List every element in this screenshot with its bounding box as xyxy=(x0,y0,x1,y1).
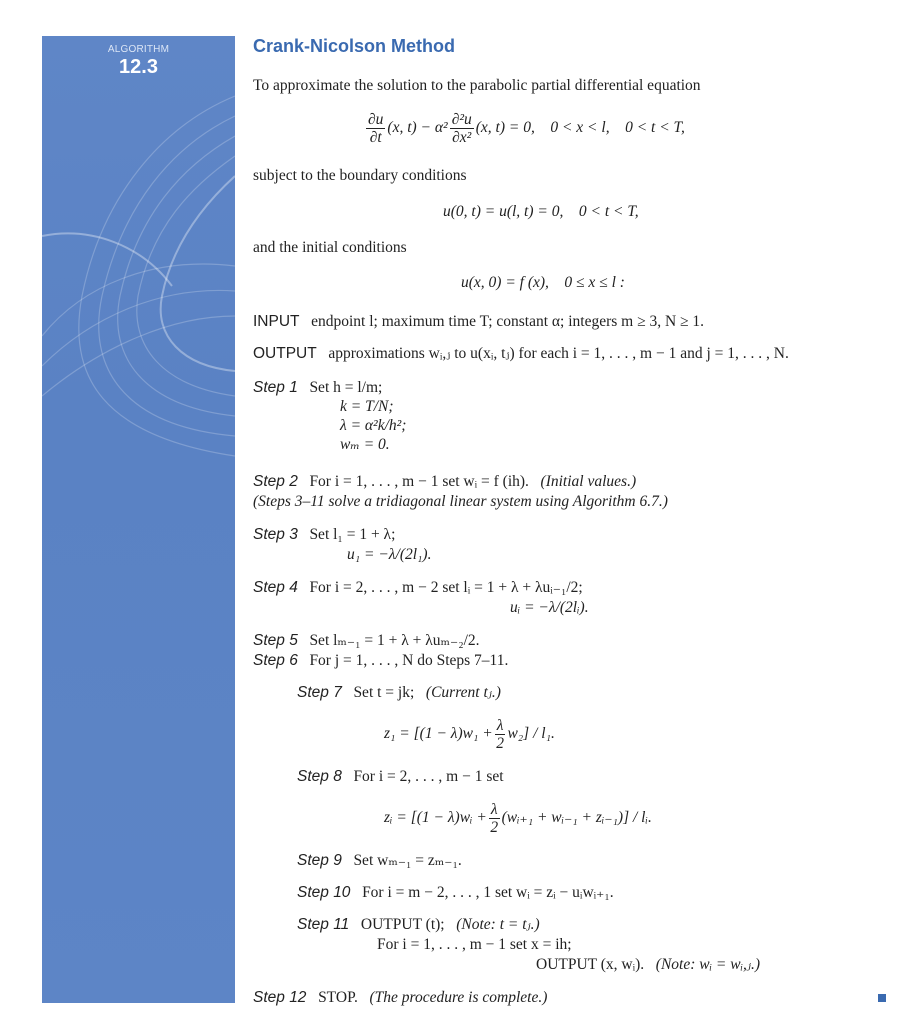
step-10: Step 10 For i = m − 2, . . . , 1 set wᵢ = zᵢ − uᵢwᵢ₊₁. xyxy=(297,884,614,901)
boundary-conditions-eq: u(0, t) = u(l, t) = 0, 0 < t < T, xyxy=(443,203,639,220)
step-5: Step 5 Set lₘ₋₁ = 1 + λ + λuₘ₋₂/2. xyxy=(253,632,480,649)
pde-equation: $\frac{\partial u}{\partial t}$ (x, t) − α² $\frac{\text{∂²u}}{\text{∂x²}}$ (x, t) = 0, 0 < x < l, 0 < t < T, xyxy=(368,110,685,146)
initial-conditions-eq: u(x, 0) = f (x), 0 ≤ x ≤ l : xyxy=(461,274,625,291)
step-7-equation: z₁ = [(1 − λ)w₁ + $\frac{\lambda}{2}$ w₂] / l₁. xyxy=(384,716,555,752)
algorithm-title: Crank-Nicolson Method xyxy=(253,36,456,56)
boundary-conditions-text: subject to the boundary conditions xyxy=(253,167,467,184)
input-line: INPUT endpoint l; maximum time T; constant α; integers m ≥ 3, N ≥ 1. xyxy=(253,313,705,330)
step-8: Step 8 For i = 2, . . . , m − 1 set xyxy=(297,768,504,785)
step-11-line-2: For i = 1, . . . , m − 1 set x = ih; xyxy=(377,936,572,953)
intro-text: To approximate the solution to the parabolic partial differential equation xyxy=(253,77,701,94)
step-2-note: (Steps 3–11 solve a tridiagonal linear system using Algorithm 6.7.) xyxy=(253,493,668,510)
end-of-algorithm-marker xyxy=(878,994,886,1002)
algorithm-number: 12.3 xyxy=(119,56,158,78)
algorithm-sidebar xyxy=(42,36,235,1003)
step-7: Step 7 Set t = jk; (Current tⱼ.) xyxy=(297,684,501,701)
step-4-line-2: uᵢ = −λ/(2lᵢ). xyxy=(510,599,589,616)
step-4: Step 4 For i = 2, . . . , m − 2 set lᵢ = 1 + λ + λuᵢ₋₁/2; xyxy=(253,579,583,596)
step-1-line-2: k = T/N; xyxy=(340,398,394,415)
decorative-swirl-graphic xyxy=(42,36,235,1003)
step-2: Step 2 For i = 1, . . . , m − 1 set wᵢ = f (ih). (Initial values.) xyxy=(253,473,637,490)
step-1-line-4: wₘ = 0. xyxy=(340,436,390,453)
step-3-line-2: u₁ = −λ/(2l₁). xyxy=(347,546,432,563)
algorithm-label: ALGORITHM xyxy=(107,44,170,55)
step-3: Step 3 Set l₁ = 1 + λ; xyxy=(253,526,396,543)
step-11: Step 11 OUTPUT (t); (Note: t = tⱼ.) xyxy=(297,916,540,933)
initial-conditions-text: and the initial conditions xyxy=(253,239,407,256)
output-line: OUTPUT approximations wᵢ,ⱼ to u(xᵢ, tⱼ) for each i = 1, . . . , m − 1 and j = 1, . . . , N. xyxy=(253,345,789,362)
step-1-line-3: λ = α²k/h²; xyxy=(340,417,407,434)
step-6: Step 6 For j = 1, . . . , N do Steps 7–11. xyxy=(253,652,509,669)
step-8-equation: zᵢ = [(1 − λ)wᵢ + $\frac{\lambda}{2}$ (wᵢ₊₁ + wᵢ₋₁ + zᵢ₋₁)] / lᵢ. xyxy=(384,800,652,836)
step-9: Step 9 Set wₘ₋₁ = zₘ₋₁. xyxy=(297,852,462,869)
step-1: Step 1 Set h = l/m; xyxy=(253,379,383,396)
step-12: Step 12 STOP. (The procedure is complete.) xyxy=(253,989,548,1006)
step-11-line-3: OUTPUT (x, wᵢ). (Note: wᵢ = wᵢ,ⱼ.) xyxy=(536,956,761,973)
